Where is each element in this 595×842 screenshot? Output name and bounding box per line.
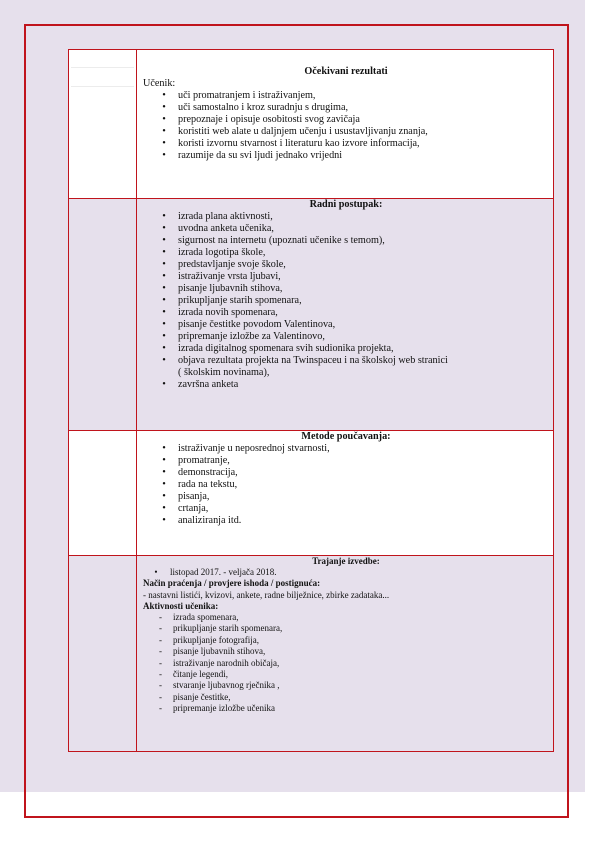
list-item — [162, 235, 549, 247]
list-item-text: predstavljanje svoje škole, — [178, 259, 286, 270]
bullet-icon: • — [162, 150, 166, 161]
duration-cell — [137, 556, 554, 752]
duration-row — [69, 556, 554, 752]
list-item — [162, 271, 549, 283]
list-item-text: sigurnost na internetu (upoznati učenike s temom), — [178, 235, 385, 246]
list-item — [162, 138, 549, 150]
bullet-icon: • — [162, 283, 166, 294]
list-item — [162, 455, 549, 467]
list-item-text: promatranje, — [178, 455, 230, 466]
bullet-icon: - — [159, 646, 162, 657]
tracking-title: Način praćenja / provjere ishoda / postignuća: — [143, 578, 321, 589]
list-item-text: istraživanje u neposrednoj stvarnosti, — [178, 443, 330, 454]
list-item — [159, 646, 549, 657]
procedures-row — [69, 199, 554, 431]
list-item-text: objava rezultata projekta na Twinspaceu i na školskoj web stranici — [178, 355, 448, 366]
bullet-icon: • — [162, 295, 166, 306]
bullet-icon: - — [159, 657, 162, 668]
list-item — [162, 331, 549, 343]
procedures-cell — [137, 199, 554, 431]
duration-title: Trajanje izvedbe: — [312, 556, 380, 566]
list-item — [162, 211, 549, 223]
list-item-text: uvodna anketa učenika, — [178, 223, 274, 234]
list-item-text: pisanje ljubavnih stihova, — [178, 283, 283, 294]
list-item-text: izrada logotipa škole, — [178, 247, 266, 258]
tracking-text: - nastavni listići, kvizovi, ankete, radne bilježnice, zbirke zadataka... — [143, 589, 390, 600]
duration-list — [143, 567, 549, 578]
list-item — [162, 515, 549, 527]
list-item — [162, 247, 549, 259]
results-left-stripes — [71, 67, 134, 87]
list-item-text: stvaranje ljubavnog rječnika , — [173, 680, 280, 691]
list-item-text: završna anketa — [178, 379, 239, 390]
list-item-text: izrada spomenara, — [173, 612, 239, 623]
list-item — [159, 635, 549, 646]
list-item — [162, 503, 549, 515]
bullet-icon: • — [162, 343, 166, 354]
bullet-icon: - — [159, 634, 162, 645]
bullet-icon: • — [162, 259, 166, 270]
list-item — [162, 295, 549, 307]
list-item-text: pisanja, — [178, 491, 210, 502]
bullet-icon: - — [159, 703, 162, 714]
bullet-icon: • — [162, 515, 166, 526]
list-item-text: čitanje legendi, — [173, 669, 228, 680]
list-item — [162, 223, 549, 235]
list-item — [162, 102, 549, 114]
list-item — [159, 623, 549, 634]
bullet-icon: • — [162, 479, 166, 490]
bullet-icon: • — [162, 355, 166, 366]
bullet-icon: • — [162, 467, 166, 478]
list-item — [162, 259, 549, 271]
list-item-text: pripremanje izložbe učenika — [173, 703, 275, 714]
bullet-icon: • — [162, 126, 166, 137]
list-item — [162, 479, 549, 491]
list-item-text: pisanje čestitke povodom Valentinova, — [178, 319, 336, 330]
list-item — [162, 443, 549, 455]
list-item-text: pisanje ljubavnih stihova, — [173, 646, 266, 657]
results-cell — [137, 50, 554, 199]
bullet-icon: • — [162, 491, 166, 502]
results-title: Očekivani rezultati — [304, 66, 388, 77]
bullet-icon: - — [159, 623, 162, 634]
results-list — [143, 90, 549, 162]
list-item — [162, 467, 549, 479]
procedures-list — [143, 211, 549, 391]
list-item — [159, 703, 549, 714]
list-item-text: demonstracija, — [178, 467, 238, 478]
list-item — [162, 90, 549, 102]
bullet-icon: • — [162, 235, 166, 246]
list-item-text: koristiti web alate u daljnjem učenju i usustavljivanju znanja, — [178, 126, 428, 137]
list-item — [162, 379, 549, 391]
list-item-text: listopad 2017. - veljača 2018. — [170, 567, 277, 578]
bullet-icon: • — [162, 443, 166, 454]
results-left-cell — [69, 50, 137, 199]
bullet-icon: - — [159, 612, 162, 623]
list-item — [162, 283, 549, 295]
methods-title: Metode poučavanja: — [301, 431, 391, 442]
list-item — [162, 126, 549, 138]
list-item-text: analiziranja itd. — [178, 515, 242, 526]
duration-left-cell — [69, 556, 137, 752]
list-item — [162, 355, 549, 379]
list-item — [162, 343, 549, 355]
list-item — [162, 307, 549, 319]
list-item-text: pripremanje izložbe za Valentinovo, — [178, 331, 325, 342]
bullet-icon: - — [159, 669, 162, 680]
bullet-icon: • — [154, 567, 158, 578]
list-item-text: istraživanje vrsta ljubavi, — [178, 271, 281, 282]
list-item — [159, 612, 549, 623]
list-item-text: izrada novih spomenara, — [178, 307, 278, 318]
bullet-icon: • — [162, 271, 166, 282]
list-item-text: crtanja, — [178, 503, 209, 514]
bullet-icon: - — [159, 691, 162, 702]
list-item — [159, 658, 549, 669]
activities-title: Aktivnosti učenika: — [143, 600, 219, 611]
bullet-icon: • — [162, 503, 166, 514]
bullet-icon: • — [162, 138, 166, 149]
list-item — [162, 114, 549, 126]
list-item-text: rada na tekstu, — [178, 479, 238, 490]
list-item-text: uči promatranjem i istraživanjem, — [178, 90, 316, 101]
bullet-icon: • — [162, 223, 166, 234]
list-item-text: prepoznaje i opisuje osobitosti svog zavičaja — [178, 114, 360, 125]
bullet-icon: • — [162, 247, 166, 258]
methods-cell — [137, 431, 554, 556]
list-item-text: razumije da su svi ljudi jednako vrijedni — [178, 150, 343, 161]
list-item — [162, 319, 549, 331]
methods-left-cell — [69, 431, 137, 556]
list-item-text: istraživanje narodnih običaja, — [173, 657, 280, 668]
list-item — [159, 669, 549, 680]
bullet-icon: • — [162, 331, 166, 342]
list-item-text: izrada plana aktivnosti, — [178, 211, 273, 222]
list-item-text: koristi izvornu stvarnost i literaturu kao izvore informacija, — [178, 138, 420, 149]
list-item-text: pisanje čestitke, — [173, 691, 231, 702]
list-item-continuation: ( školskim novinama), — [178, 367, 270, 378]
list-item — [159, 692, 549, 703]
list-item-text: prikupljanje fotografija, — [173, 634, 259, 645]
bullet-icon: • — [162, 455, 166, 466]
results-intro: Učenik: — [143, 78, 176, 89]
bullet-icon: - — [159, 680, 162, 691]
list-item — [159, 680, 549, 691]
methods-row — [69, 431, 554, 556]
list-item-text: prikupljanje starih spomenara, — [178, 295, 302, 306]
list-item — [162, 491, 549, 503]
bullet-icon: • — [162, 211, 166, 222]
list-item — [162, 150, 549, 162]
bullet-icon: • — [162, 90, 166, 101]
bullet-icon: • — [162, 379, 166, 390]
list-item — [154, 567, 549, 578]
list-item-text: izrada digitalnog spomenara svih sudionika projekta, — [178, 343, 394, 354]
results-row — [69, 50, 554, 199]
bullet-icon: • — [162, 307, 166, 318]
procedures-left-cell — [69, 199, 137, 431]
curriculum-table — [68, 49, 554, 752]
bullet-icon: • — [162, 319, 166, 330]
list-item-text: prikupljanje starih spomenara, — [173, 623, 283, 634]
methods-list — [143, 443, 549, 527]
activities-list — [143, 612, 549, 715]
bullet-icon: • — [162, 102, 166, 113]
procedures-title: Radni postupak: — [309, 199, 383, 210]
list-item-text: uči samostalno i kroz suradnju s drugima, — [178, 102, 349, 113]
bullet-icon: • — [162, 114, 166, 125]
